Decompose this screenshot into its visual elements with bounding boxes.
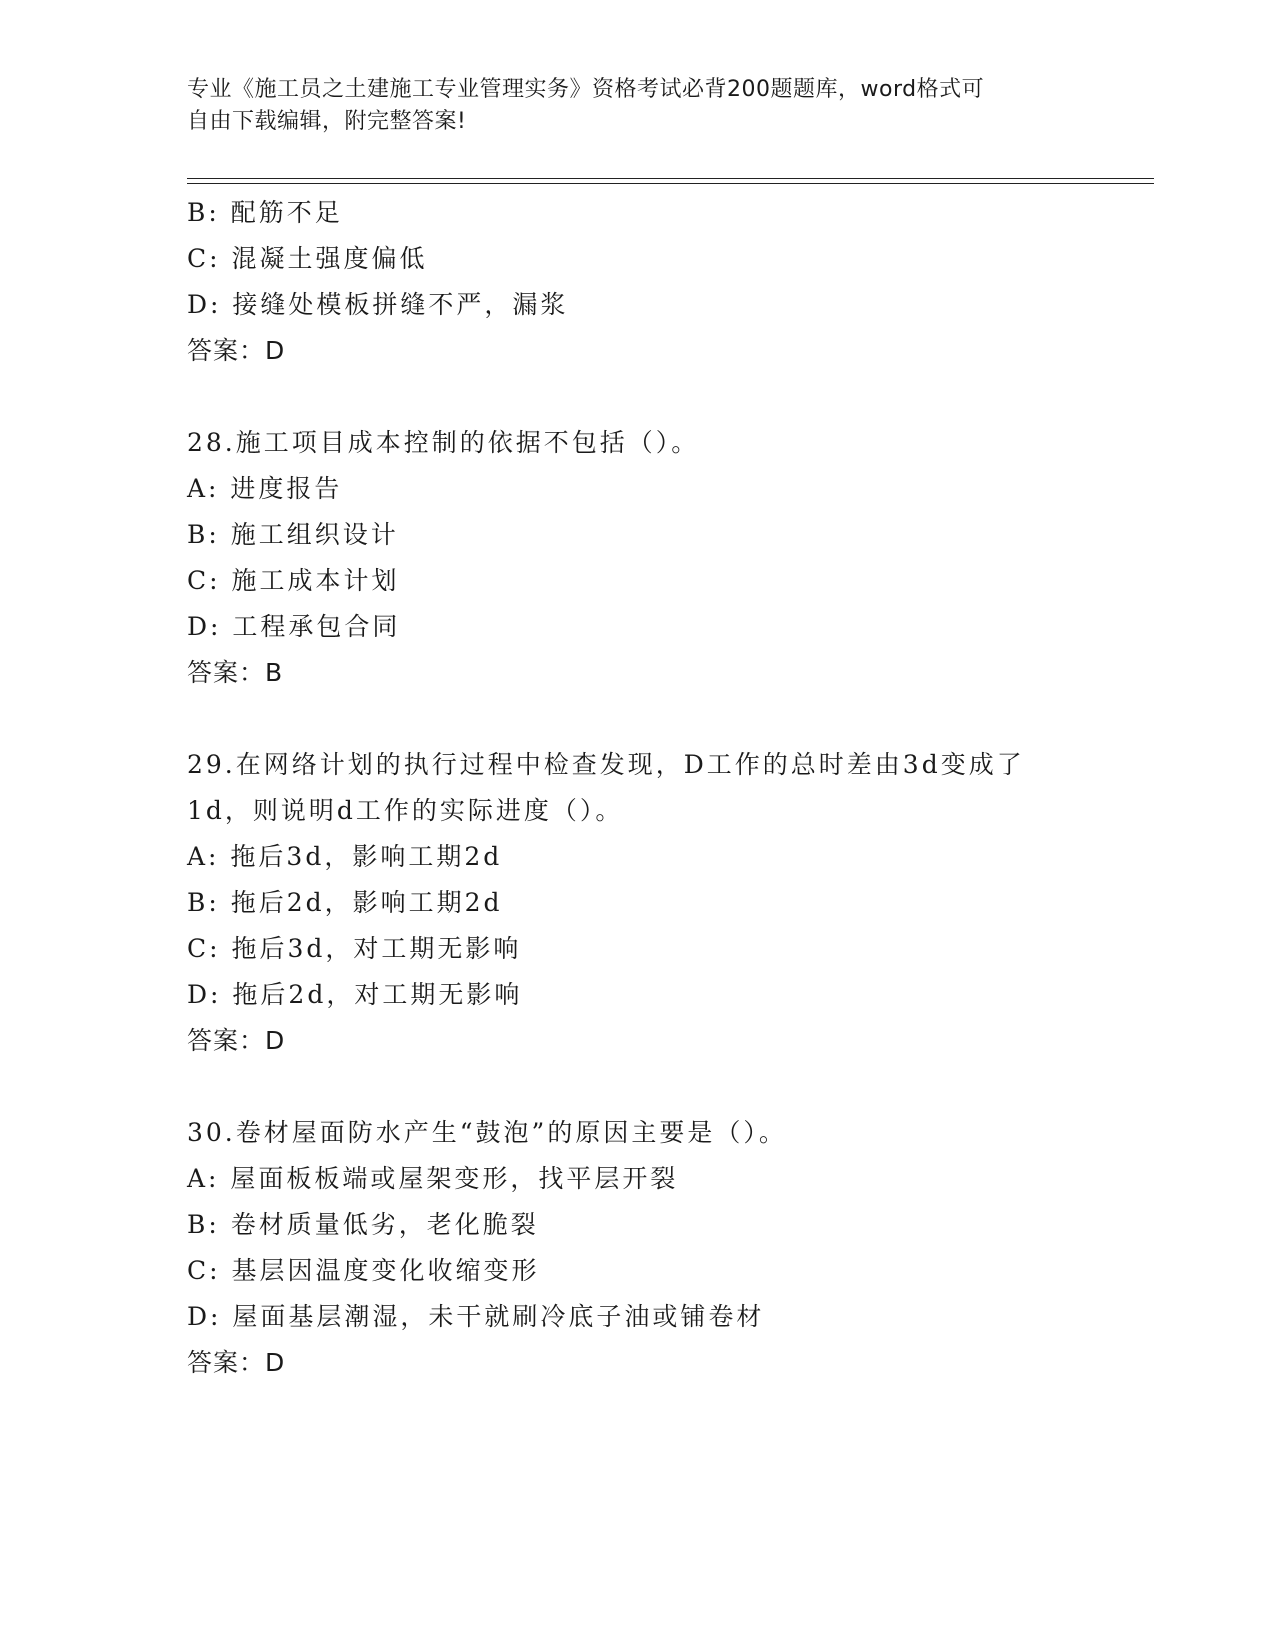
- option-b: B: 配筋不足: [187, 198, 343, 227]
- option-d: D: 拖后2d，对工期无影响: [187, 980, 523, 1009]
- answer: 答案：D: [187, 1348, 286, 1377]
- option-d: D: 屋面基层潮湿，未干就刷冷底子油或铺卷材: [187, 1302, 765, 1331]
- question-28: [187, 420, 1147, 696]
- option-a: A: 拖后3d，影响工期2d: [187, 842, 503, 871]
- question-text-line-2: 1d，则说明d工作的实际进度（）。: [187, 796, 624, 825]
- option-c: C: 施工成本计划: [187, 566, 400, 595]
- option-a: A: 进度报告: [187, 474, 343, 503]
- option-c: C: 混凝土强度偏低: [187, 244, 428, 273]
- option-a: A: 屋面板板端或屋架变形，找平层开裂: [187, 1164, 679, 1193]
- spacer: [187, 696, 1147, 742]
- question-text-line-1: 29.在网络计划的执行过程中检查发现，D工作的总时差由3d变成了: [187, 750, 1025, 779]
- question-text: 28.施工项目成本控制的依据不包括（）。: [187, 428, 700, 457]
- spacer: [187, 374, 1147, 420]
- option-b: B: 施工组织设计: [187, 520, 399, 549]
- option-d: D: 工程承包合同: [187, 612, 401, 641]
- question-text: 30.卷材屋面防水产生“鼓泡”的原因主要是（）。: [187, 1118, 787, 1147]
- header-rule-top: [187, 178, 1154, 179]
- header-rule-bottom: [187, 183, 1154, 184]
- option-b: B: 拖后2d，影响工期2d: [187, 888, 503, 917]
- option-b: B: 卷材质量低劣，老化脆裂: [187, 1210, 539, 1239]
- question-27-partial: [187, 190, 1147, 374]
- option-d: D: 接缝处模板拼缝不严，漏浆: [187, 290, 569, 319]
- question-30: [187, 1110, 1147, 1386]
- answer: 答案：B: [187, 658, 284, 687]
- option-c: C: 拖后3d，对工期无影响: [187, 934, 522, 963]
- spacer: [187, 1064, 1147, 1110]
- header-line-1: 专业《施工员之土建施工专业管理实务》资格考试必背200题题库，word格式可: [187, 77, 985, 102]
- document-header: [187, 74, 1087, 138]
- header-line-2: 自由下载编辑，附完整答案!: [187, 109, 467, 134]
- answer: 答案：D: [187, 336, 286, 365]
- question-list: [187, 190, 1147, 1386]
- answer: 答案：D: [187, 1026, 286, 1055]
- question-29: [187, 742, 1147, 1064]
- option-c: C: 基层因温度变化收缩变形: [187, 1256, 540, 1285]
